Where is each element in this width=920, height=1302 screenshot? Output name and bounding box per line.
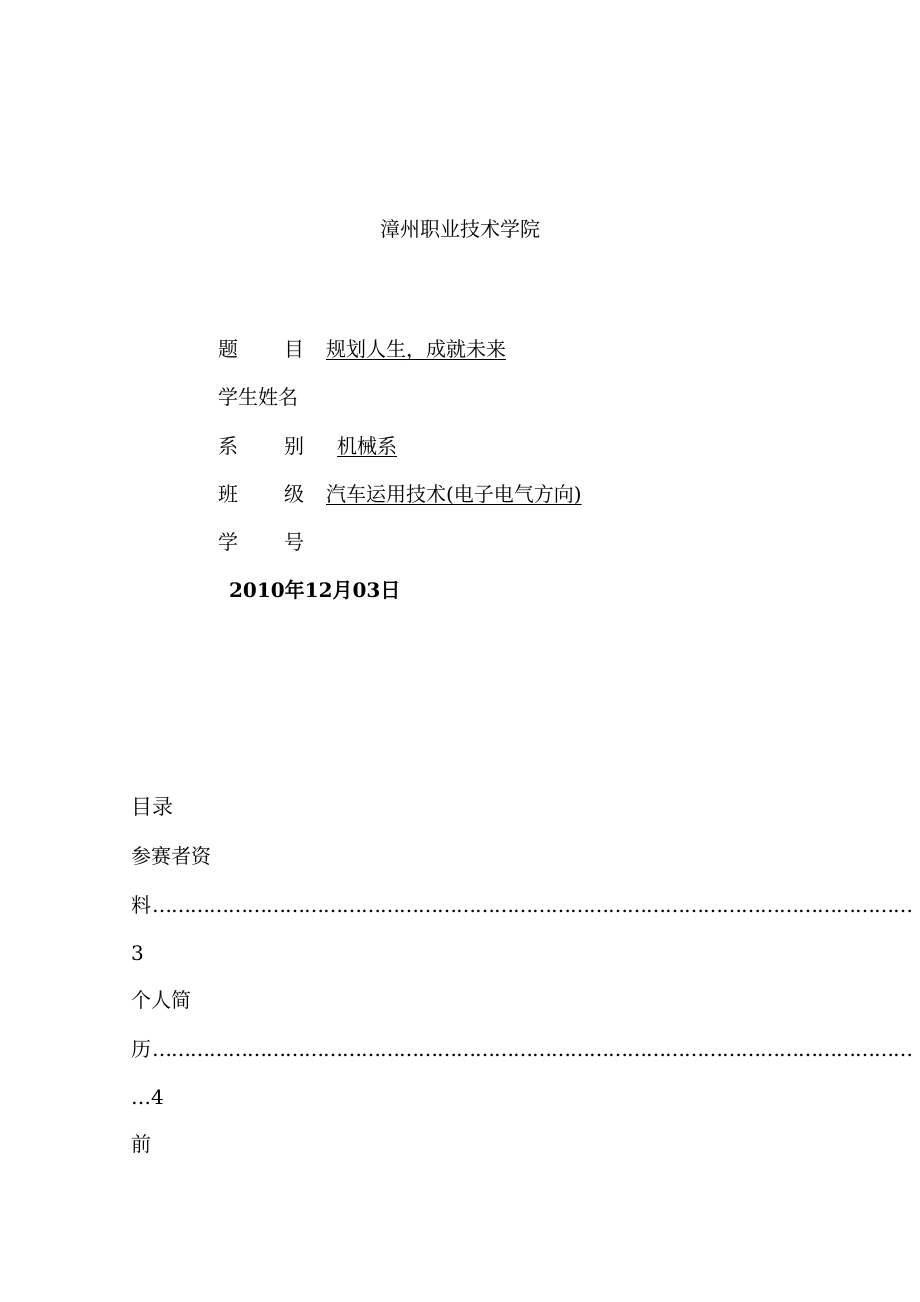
toc-entry-1-line1: 参赛者资 (131, 844, 211, 868)
toc-entry-2-page: …4 (131, 1085, 164, 1109)
school-name: 漳州职业技术学院 (380, 217, 540, 241)
toc-entry-1-line2-start: 料 (131, 893, 151, 917)
submission-date: 2010年12月03日 (229, 578, 401, 602)
student-id-label-b: 号 (284, 530, 304, 554)
topic-label-a: 题 (218, 337, 238, 361)
department-label-a: 系 (218, 434, 238, 458)
toc-entry-1-leader-dots: ………………………………………………………………………………………………………… (152, 893, 912, 917)
toc-entry-2-line2-start: 历 (131, 1037, 151, 1061)
class-label-b: 级 (284, 482, 304, 506)
class-label-a: 班 (218, 482, 238, 506)
topic-label-b: 目 (284, 337, 304, 361)
department-value: 机械系 (337, 434, 397, 458)
topic-value: 规划人生，成就未来 (326, 337, 506, 361)
department-label-b: 别 (284, 434, 304, 458)
toc-entry-2-leader-dots: ………………………………………………………………………………………………………… (152, 1037, 912, 1061)
student-id-label-a: 学 (218, 530, 238, 554)
toc-entry-1-page: 3 (131, 941, 144, 965)
student-name-label: 学生姓名 (218, 385, 298, 409)
class-value: 汽车运用技术(电子电气方向) (326, 482, 582, 506)
toc-next-entry-start: 前 (131, 1132, 151, 1156)
toc-title: 目录 (131, 795, 173, 819)
toc-entry-2-line1: 个人简 (131, 988, 191, 1012)
